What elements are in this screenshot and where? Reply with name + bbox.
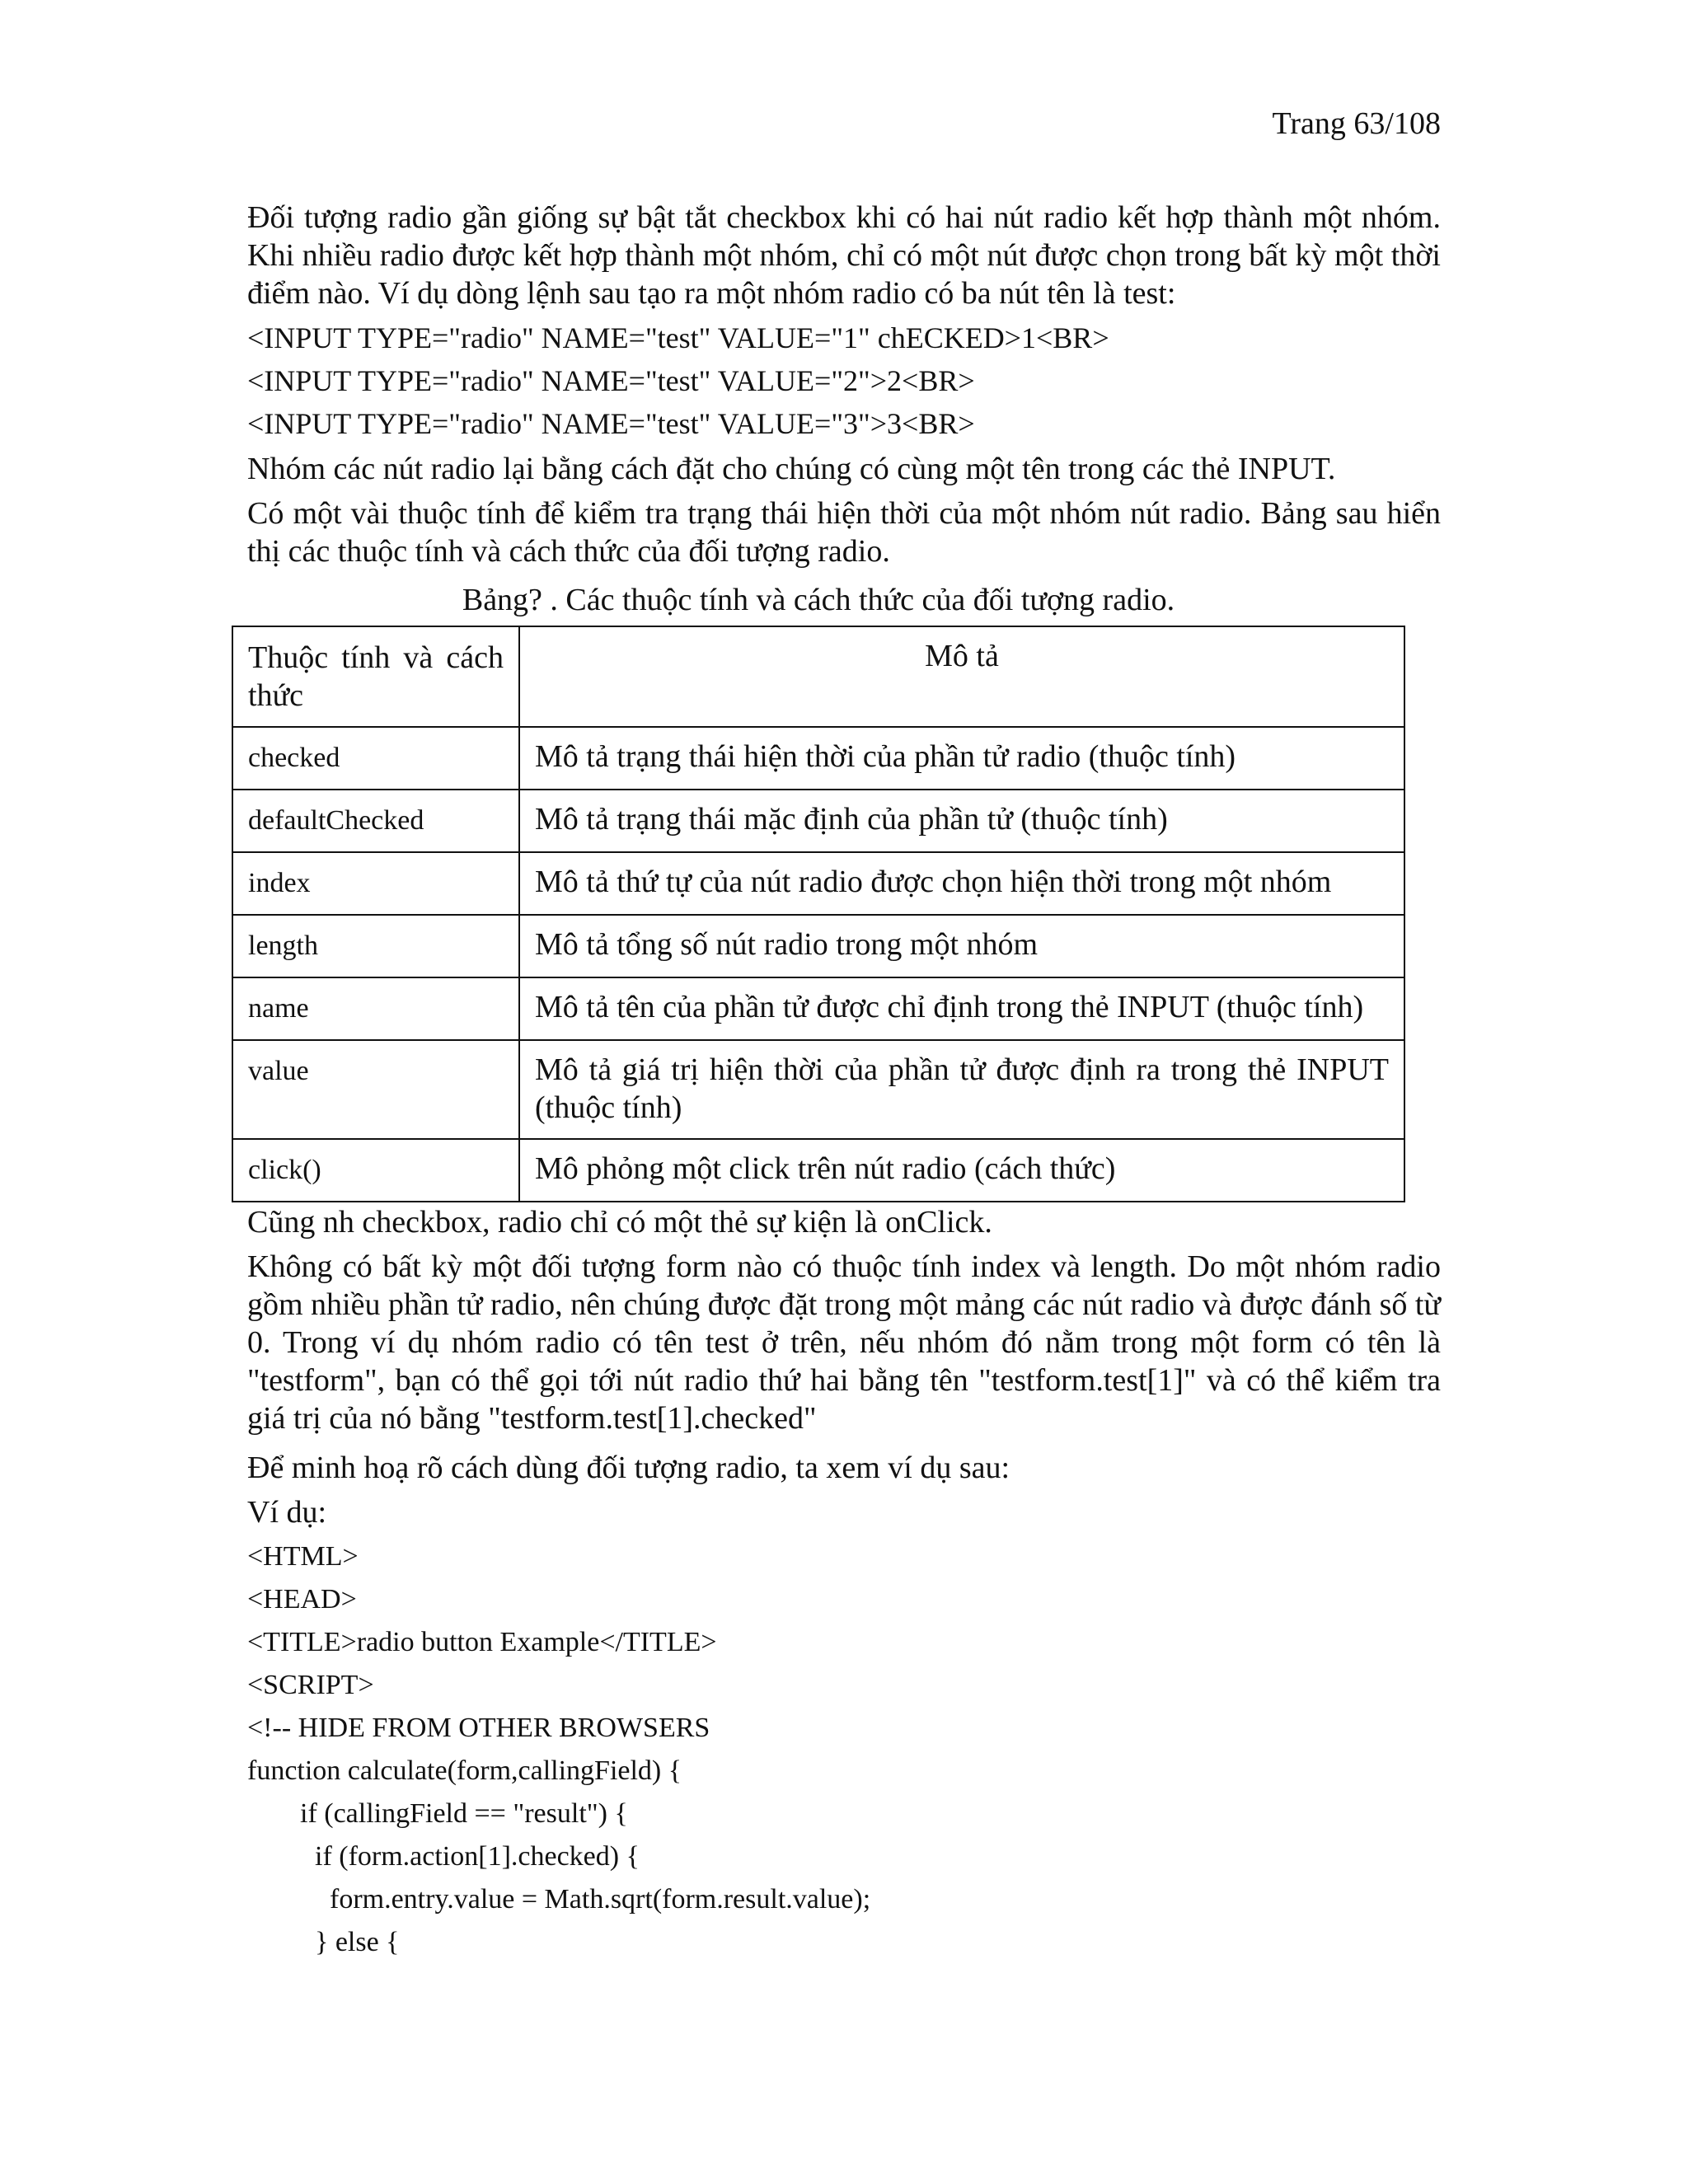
index-note: Không có bất kỳ một đối tượng form nào có thuộc tính index và length. Do một nhóm radio gồm nhiều phần tử radio, nên chúng được đặt trong một mảng các nút radio và được đánh số từ 0. Trong ví dụ nhóm radio có tên test ở trên, nếu nhóm đó nằm trong một form có tên là "testform", bạn có thể gọi tới nút radio thứ hai bằng tên "testform.test[1]" và có thể kiểm tra giá trị của nó bằng "testform.test[1].checked" — [247, 1249, 1442, 1436]
table-row — [232, 852, 1404, 915]
property-name: name — [232, 977, 519, 1040]
property-description: Mô tả tên của phần tử được chỉ định trong thẻ INPUT (thuộc tính) — [519, 977, 1404, 1040]
table-caption: Bảng? . Các thuộc tính và cách thức của đối tượng radio. — [462, 583, 1175, 617]
property-description: Mô tả trạng thái mặc định của phần tử (thuộc tính) — [519, 790, 1404, 852]
table-row — [232, 1040, 1404, 1139]
radio-properties-table — [232, 626, 1405, 1202]
table-row — [232, 1139, 1404, 1202]
table-row — [232, 727, 1404, 790]
code-line: if (callingField == "result") { — [300, 1798, 628, 1829]
page-number: Trang 63/108 — [1272, 106, 1441, 141]
code-line: <TITLE>radio button Example</TITLE> — [247, 1627, 717, 1657]
property-description: Mô phỏng một click trên nút radio (cách thức) — [519, 1139, 1404, 1202]
intro-paragraph: Đối tượng radio gần giống sự bật tắt checkbox khi có hai nút radio kết hợp thành một nhóm. Khi nhiều radio được kết hợp thành một nhóm, chỉ có một nút được chọn trong bất kỳ một thời điểm nào. Ví dụ dòng lệnh sau tạo ra một nhóm radio có ba nút tên là test: — [247, 200, 1441, 311]
code-line: function calculate(form,callingField) { — [247, 1755, 682, 1786]
event-note: Cũng nh checkbox, radio chỉ có một thẻ sự kiện là onClick. — [247, 1205, 992, 1240]
code-line: <SCRIPT> — [247, 1670, 374, 1700]
code-line: if (form.action[1].checked) { — [315, 1841, 640, 1872]
code-line: } else { — [315, 1927, 400, 1957]
property-name: value — [232, 1040, 519, 1139]
property-name: index — [232, 852, 519, 915]
code-line: <INPUT TYPE="radio" NAME="test" VALUE="1" chECKED>1<BR> — [247, 321, 1109, 354]
property-description: Mô tả trạng thái hiện thời của phần tử radio (thuộc tính) — [519, 727, 1404, 790]
table-row — [232, 977, 1404, 1040]
property-description: Mô tả giá trị hiện thời của phần tử được định ra trong thẻ INPUT (thuộc tính) — [519, 1040, 1404, 1139]
property-name: defaultChecked — [232, 790, 519, 852]
table-header-row — [232, 626, 1404, 727]
property-description: Mô tả thứ tự của nút radio được chọn hiện thời trong một nhóm — [519, 852, 1404, 915]
code-line: <HEAD> — [247, 1584, 357, 1615]
example-intro: Để minh hoạ rõ cách dùng đối tượng radio, ta xem ví dụ sau: — [247, 1451, 1010, 1485]
properties-intro: Có một vài thuộc tính để kiểm tra trạng thái hiện thời của một nhóm nút radio. Bảng sau hiển thị các thuộc tính và cách thức của đối tượng radio. — [247, 496, 1441, 569]
property-name: click() — [232, 1139, 519, 1202]
code-line: <INPUT TYPE="radio" NAME="test" VALUE="2">2<BR> — [247, 364, 975, 397]
code-line: <!-- HIDE FROM OTHER BROWSERS — [247, 1713, 710, 1743]
code-line: form.entry.value = Math.sqrt(form.result.value); — [330, 1884, 871, 1915]
column-header-description: Mô tả — [519, 626, 1404, 727]
table-row — [232, 790, 1404, 852]
group-note: Nhóm các nút radio lại bằng cách đặt cho chúng có cùng một tên trong các thẻ INPUT. — [247, 452, 1336, 486]
code-line: <HTML> — [247, 1541, 359, 1572]
table-row — [232, 915, 1404, 977]
property-name: length — [232, 915, 519, 977]
property-description: Mô tả tổng số nút radio trong một nhóm — [519, 915, 1404, 977]
example-label: Ví dụ: — [247, 1495, 327, 1530]
code-line: <INPUT TYPE="radio" NAME="test" VALUE="3">3<BR> — [247, 407, 975, 440]
property-name: checked — [232, 727, 519, 790]
column-header-property: Thuộc tính và cách thức — [232, 626, 519, 727]
